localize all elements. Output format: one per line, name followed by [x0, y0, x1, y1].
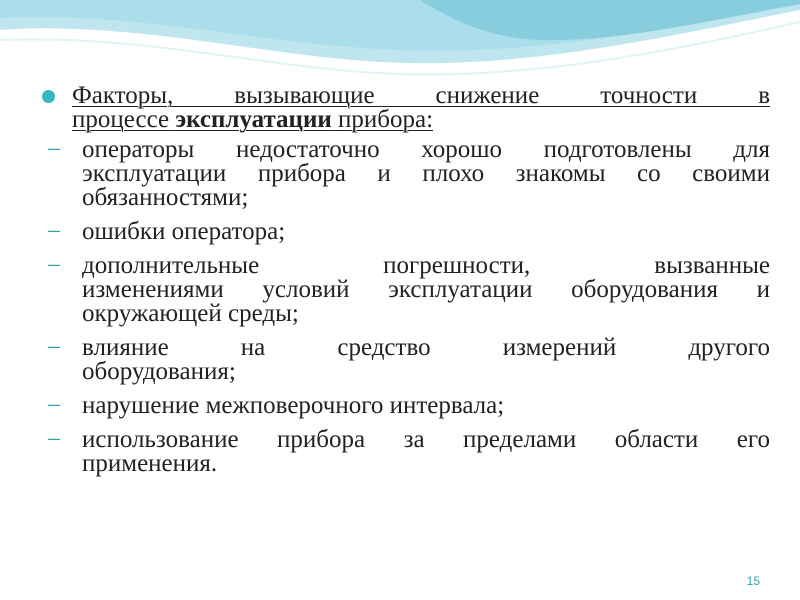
slide-content: [42, 84, 770, 486]
list-item: – дополнительные погрешности, вызванные изменениями условий эксплуатации оборудования и окружающей среды;: [48, 251, 770, 327]
dash-bullet-icon: –: [48, 391, 60, 417]
decorative-wave-header: [0, 0, 800, 82]
dash-bullet-icon: –: [48, 251, 60, 277]
list-item: – использование прибора за пределами области его применения.: [48, 425, 770, 477]
slide-number: 15: [746, 574, 760, 588]
heading-bold-word: эксплуатации: [175, 106, 332, 133]
dash-bullet-icon: –: [48, 135, 60, 161]
heading-line-2: процессе эксплуатации прибора:: [72, 106, 434, 133]
heading-item: [42, 84, 770, 132]
list-item: – ошибки оператора;: [48, 217, 286, 245]
dash-bullet-icon: –: [48, 333, 60, 359]
factor-list: [42, 135, 770, 477]
dash-bullet-icon: –: [48, 217, 60, 243]
list-item: – операторы недостаточно хорошо подготовлены для эксплуатации прибора и плохо знакомы со своими обязанностями;: [48, 135, 770, 211]
list-item: – нарушение межповерочного интервала;: [48, 391, 505, 419]
heading-line-1: Факторы, вызывающие снижение точности в: [72, 82, 770, 109]
round-bullet-icon: [42, 90, 55, 103]
dash-bullet-icon: –: [48, 425, 60, 451]
list-item: – влияние на средство измерений другого оборудования;: [48, 333, 770, 385]
